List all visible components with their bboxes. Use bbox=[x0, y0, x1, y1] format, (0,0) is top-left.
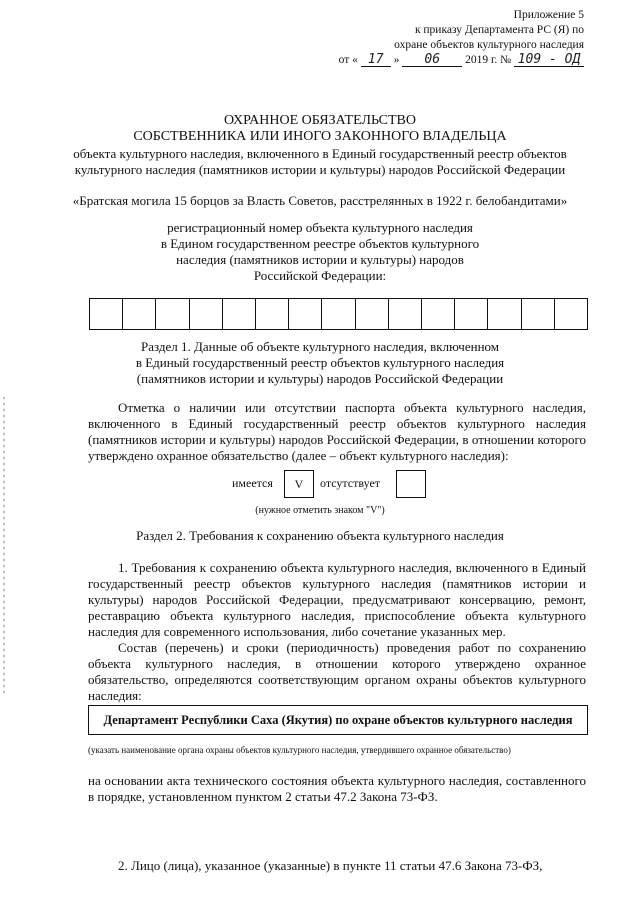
order-number: 109 - ОД bbox=[514, 53, 584, 67]
no-passport-checkbox[interactable] bbox=[396, 470, 426, 498]
reg-line-3: наследия (памятников истории и культуры) народов bbox=[176, 252, 464, 267]
section-1-line-3: (памятников истории и культуры) народов Российской Федерации bbox=[136, 371, 504, 386]
doc-subtitle-line-1: объекта культурного наследия, включенного в Единый государственный реестр объектов bbox=[73, 146, 567, 161]
reg-cell[interactable] bbox=[422, 299, 455, 329]
reg-cell[interactable] bbox=[289, 299, 322, 329]
reg-cell[interactable] bbox=[156, 299, 189, 329]
reg-line-2: в Едином государственном реестре объектов культурного bbox=[160, 236, 480, 251]
object-name: «Братская могила 15 борцов за Власть Советов, расстрелянных в 1922 г. белобандитами» bbox=[72, 193, 568, 208]
appendix-header bbox=[324, 8, 584, 68]
reg-cell[interactable] bbox=[522, 299, 555, 329]
appendix-line-1: Приложение 5 bbox=[513, 9, 584, 21]
reg-cell[interactable] bbox=[455, 299, 488, 329]
reg-cell[interactable] bbox=[322, 299, 355, 329]
authority-note: (указать наименование органа охраны объектов культурного наследия, утвердившего охранное обязательство) bbox=[88, 745, 511, 755]
date-mid: » bbox=[393, 54, 400, 66]
passport-paragraph: Отметка о наличии или отсутствии паспорта объекта культурного наследия, включенного в Единый государственный реестр объектов культурного наследия (памятников истории и культуры) народов Российской Федерации, в отношении которого утверждено охранное обязательство (далее – объект культурного наследия): bbox=[88, 400, 586, 463]
appendix-date-line bbox=[324, 53, 584, 68]
section-2-heading: Раздел 2. Требования к сохранению объекта культурного наследия bbox=[136, 528, 504, 543]
has-passport-label: имеется bbox=[232, 476, 273, 490]
section-1-line-1: Раздел 1. Данные об объекте культурного наследия, включенном bbox=[140, 339, 500, 354]
reg-cell[interactable] bbox=[488, 299, 521, 329]
reg-cell[interactable] bbox=[555, 299, 587, 329]
registration-label bbox=[40, 220, 600, 284]
date-day: 17 bbox=[361, 53, 391, 67]
doc-subtitle-line-2: культурного наследия (памятников истории и культуры) народов Российской Федерации bbox=[74, 162, 566, 177]
reg-cell[interactable] bbox=[256, 299, 289, 329]
registration-number-grid bbox=[89, 298, 588, 330]
appendix-line-2: к приказу Департамента РС (Я) по bbox=[414, 24, 584, 36]
date-month: 06 bbox=[402, 53, 462, 67]
reg-cell[interactable] bbox=[123, 299, 156, 329]
reg-cell[interactable] bbox=[356, 299, 389, 329]
scan-edge-marks bbox=[2, 395, 6, 695]
date-year: 2019 г. № bbox=[465, 54, 512, 66]
doc-title-line-1: ОХРАННОЕ ОБЯЗАТЕЛЬСТВО bbox=[224, 113, 416, 128]
authority-name-box: Департамент Республики Саха (Якутия) по охране объектов культурного наследия bbox=[88, 705, 588, 735]
reg-cell[interactable] bbox=[223, 299, 256, 329]
reg-cell[interactable] bbox=[190, 299, 223, 329]
basis-paragraph: на основании акта технического состояния объекта культурного наследия, составленного в порядке, установленном пунктом 2 статьи 47.2 Закона 73-ФЗ. bbox=[88, 773, 586, 804]
reg-cell[interactable] bbox=[90, 299, 123, 329]
section-1-heading bbox=[40, 339, 600, 387]
section-1-line-2: в Единый государственный реестр объектов культурного наследия bbox=[135, 355, 505, 370]
requirements-paragraph-2: Состав (перечень) и сроки (периодичность) проведения работ по сохранению объекта культурного наследия, в отношении которого утверждено охранное обязательство, определяются соответствующим органом охраны объектов культурного наследия: bbox=[88, 640, 586, 703]
no-passport-label: отсутствует bbox=[320, 476, 381, 490]
has-passport-checkbox[interactable]: V bbox=[284, 470, 314, 498]
appendix-line-3: охране объектов культурного наследия bbox=[394, 39, 584, 51]
requirements-paragraph-1: 1. Требования к сохранению объекта культурного наследия, включенного в Единый государственный реестр объектов культурного наследия (памятников истории и культуры) народов Российской Федерации, предусматривают консервацию, ремонт, реставрацию объекта культурного наследия, приспособление объекта культурного наследия для современного использования, либо сочетание указанных мер. bbox=[88, 560, 586, 639]
reg-line-1: регистрационный номер объекта культурного наследия bbox=[167, 220, 473, 235]
reg-cell[interactable] bbox=[389, 299, 422, 329]
doc-title-line-2: СОБСТВЕННИКА ИЛИ ИНОГО ЗАКОННОГО ВЛАДЕЛЬЦА bbox=[133, 129, 507, 144]
date-prefix: от « bbox=[338, 54, 358, 66]
mark-note: (нужное отметить знаком "V") bbox=[255, 505, 385, 516]
doc-subtitle bbox=[40, 146, 600, 178]
item-2-paragraph: 2. Лицо (лица), указанное (указанные) в пункте 11 статьи 47.6 Закона 73-ФЗ, bbox=[118, 858, 543, 873]
reg-line-4: Российской Федерации: bbox=[253, 268, 387, 283]
